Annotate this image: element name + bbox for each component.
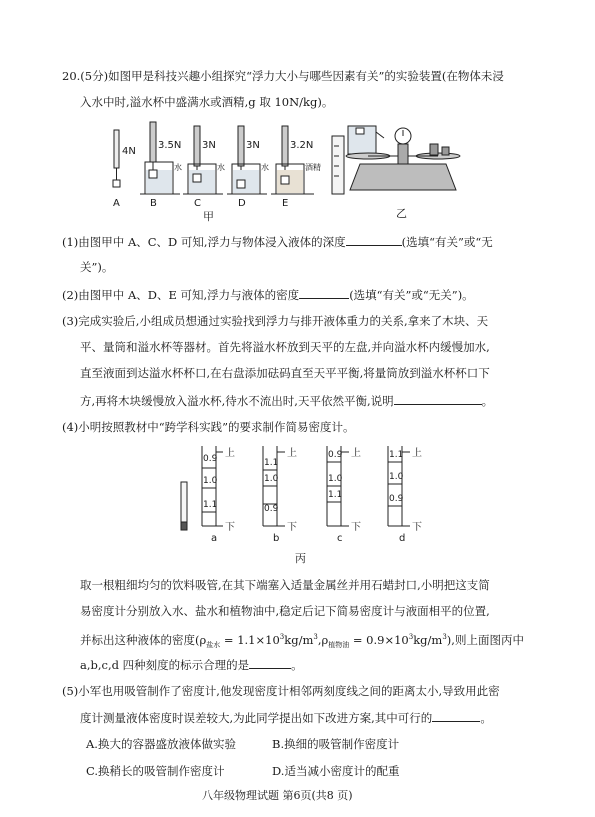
q3-line-4	[80, 392, 493, 409]
reading-d: 3N	[246, 140, 260, 151]
q4-l3c: kg/m	[284, 632, 314, 647]
tube-a-top: 上	[225, 448, 235, 459]
q2-blank[interactable]	[299, 286, 349, 299]
setup-a	[113, 130, 120, 187]
label-b: B	[150, 198, 157, 209]
q4-sup-1: 3	[279, 633, 285, 641]
tube-a-mark-3: 1.1	[203, 500, 218, 510]
figure-jia	[100, 118, 325, 213]
tube-d-mark-3: 0.9	[389, 494, 404, 504]
q5-option-c: C.换稍长的吸管制作密度计	[86, 764, 225, 778]
label-d: D	[238, 198, 246, 209]
q4-intro: (4)小明按照教材中“跨学科实践”的要求制作简易密度计。	[62, 420, 355, 434]
q3-period: 。	[481, 394, 494, 408]
q4-l4: a,b,c,d 四种刻度的标示合理的是	[80, 658, 250, 672]
tube-b-mark-3: 0.9	[264, 504, 279, 514]
caption-jia: 甲	[203, 210, 214, 223]
tube-d-bottom: 下	[412, 522, 422, 533]
q1-text: (1)由图甲中 A、C、D 可知,浮力与物体浸入液体的深度	[62, 235, 346, 249]
tube-c-mark-1: 0.9	[328, 450, 343, 460]
q3-line-2: 平、量筒和溢水杯等器材。首先将溢水杯放到天平的左盘,并向溢水杯内缓慢加水,	[80, 340, 490, 354]
tube-a-bottom: 下	[225, 522, 235, 533]
q3-line-3: 直至液面到达溢水杯杯口,在右盘添加砝码直至天平平衡,将量筒放到溢水杯杯口下	[80, 366, 490, 380]
q5-line-1: (5)小军也用吸管制作了密度计,他发现密度计相邻两刻度线之间的距离太小,导致用此密	[62, 684, 500, 698]
q1-line-1	[62, 233, 493, 250]
q4-sup-3: 3	[408, 633, 414, 641]
reading-c: 3N	[202, 140, 216, 151]
q5-text: 度计测量液体密度时误差较大,为此同学提出如下改进方案,其中可行的	[80, 711, 433, 725]
tube-c-name: c	[337, 533, 343, 544]
tube-d-mark-1: 1.1	[389, 450, 404, 460]
q4-l3a: 并标出这种液体的密度(ρ	[80, 632, 207, 647]
reading-e: 3.2N	[290, 140, 314, 151]
liquid-d: 水	[261, 163, 269, 172]
q1-options: (选填“有关”或“无	[401, 235, 493, 249]
q1-blank[interactable]	[346, 233, 402, 246]
q2-line	[62, 286, 474, 303]
reading-a: 4N	[122, 146, 136, 157]
q5-option-b: B.换细的吸管制作密度计	[272, 737, 400, 751]
tube-d-top: 上	[412, 448, 422, 459]
label-c: C	[194, 198, 201, 209]
q4-sup-4: 3	[442, 633, 447, 641]
question-line-2: 入水中时,溢水杯中盛满水或酒精,g 取 10N/kg)。	[80, 95, 334, 109]
tube-c-top: 上	[351, 448, 361, 459]
caption-yi: 乙	[396, 207, 407, 220]
setup-d	[227, 126, 267, 194]
q5-line-2	[80, 709, 492, 726]
q4-blank[interactable]	[249, 656, 291, 669]
q3-blank[interactable]	[394, 392, 482, 405]
question-line-1: 20.(5分)如图甲是科技兴趣小组探究“浮力大小与哪些因素有关”的实验装置(在物体未浸	[62, 69, 504, 83]
q5-option-d: D.适当减小密度计的配重	[272, 764, 400, 778]
tube-c-mark-3: 1.1	[328, 490, 343, 500]
q4-period: 。	[291, 658, 303, 672]
setup-c	[183, 126, 223, 194]
setup-b	[140, 122, 180, 194]
liquid-b: 水	[174, 163, 182, 172]
q4-sub-zhiwuyou: 植物油	[328, 641, 350, 650]
tube-a-mark-2: 1.0	[203, 476, 218, 486]
figure-bing	[175, 442, 435, 554]
q4-l3d: ,ρ	[317, 632, 329, 647]
q5-blank[interactable]	[432, 709, 480, 722]
q4-line-1: 取一根粗细均匀的饮料吸管,在其下端塞入适量金属丝并用石蜡封口,小明把这支简	[80, 578, 490, 592]
q4-line-3	[80, 629, 524, 653]
tube-d-mark-2: 1.0	[389, 472, 404, 482]
tube-a-name: a	[211, 533, 218, 544]
q3-text: 方,再将木块缓慢放入溢水杯,待水不流出时,天平依然平衡,说明	[80, 394, 394, 408]
tube-b-name: b	[273, 533, 280, 544]
q4-l3e: = 0.9×10	[349, 632, 409, 647]
tube-b-bottom: 下	[287, 522, 297, 533]
liquid-c: 水	[217, 163, 225, 172]
figure-yi	[330, 118, 470, 198]
q4-sup-2: 3	[313, 633, 318, 641]
tube-b-top: 上	[287, 448, 297, 459]
q4-l3f: kg/m	[413, 632, 443, 647]
label-a: A	[113, 198, 120, 209]
tube-b-mark-1: 1.1	[264, 458, 279, 468]
q2-options: (选填“有关”或“无关”)。	[349, 288, 474, 302]
tube-a-mark-1: 0.9	[203, 454, 218, 464]
q4-sub-yanshui: 盐水	[206, 641, 221, 650]
tube-d-name: d	[399, 533, 406, 544]
q4-l3g: ),则上面图丙中	[446, 632, 524, 647]
tube-b-mark-2: 1.0	[264, 474, 279, 484]
liquid-e: 酒精	[305, 163, 321, 172]
q1-line-2: 关”)。	[80, 260, 114, 274]
tube-c-bottom: 下	[351, 522, 361, 533]
q4-line-2: 易密度计分别放入水、盐水和植物油中,稳定后记下简易密度计与液面相平的位置,	[80, 604, 490, 618]
q5-period: 。	[480, 711, 492, 725]
q2-text: (2)由图甲中 A、D、E 可知,浮力与液体的密度	[62, 288, 300, 302]
tube-c-mark-2: 1.0	[328, 474, 343, 484]
caption-bing: 丙	[295, 552, 306, 565]
q5-option-a: A.换大的容器盛放液体做实验	[86, 737, 236, 751]
page-footer: 八年级物理试题 第6页(共8 页)	[202, 789, 353, 802]
setup-e	[271, 126, 314, 194]
reading-b: 3.5N	[158, 140, 182, 151]
q4-line-4	[80, 656, 303, 673]
q4-l3b: = 1.1×10	[220, 632, 280, 647]
q3-line-1: (3)完成实验后,小组成员想通过实验找到浮力与排开液体重力的关系,拿来了木块、天	[62, 314, 489, 328]
label-e: E	[282, 198, 289, 209]
